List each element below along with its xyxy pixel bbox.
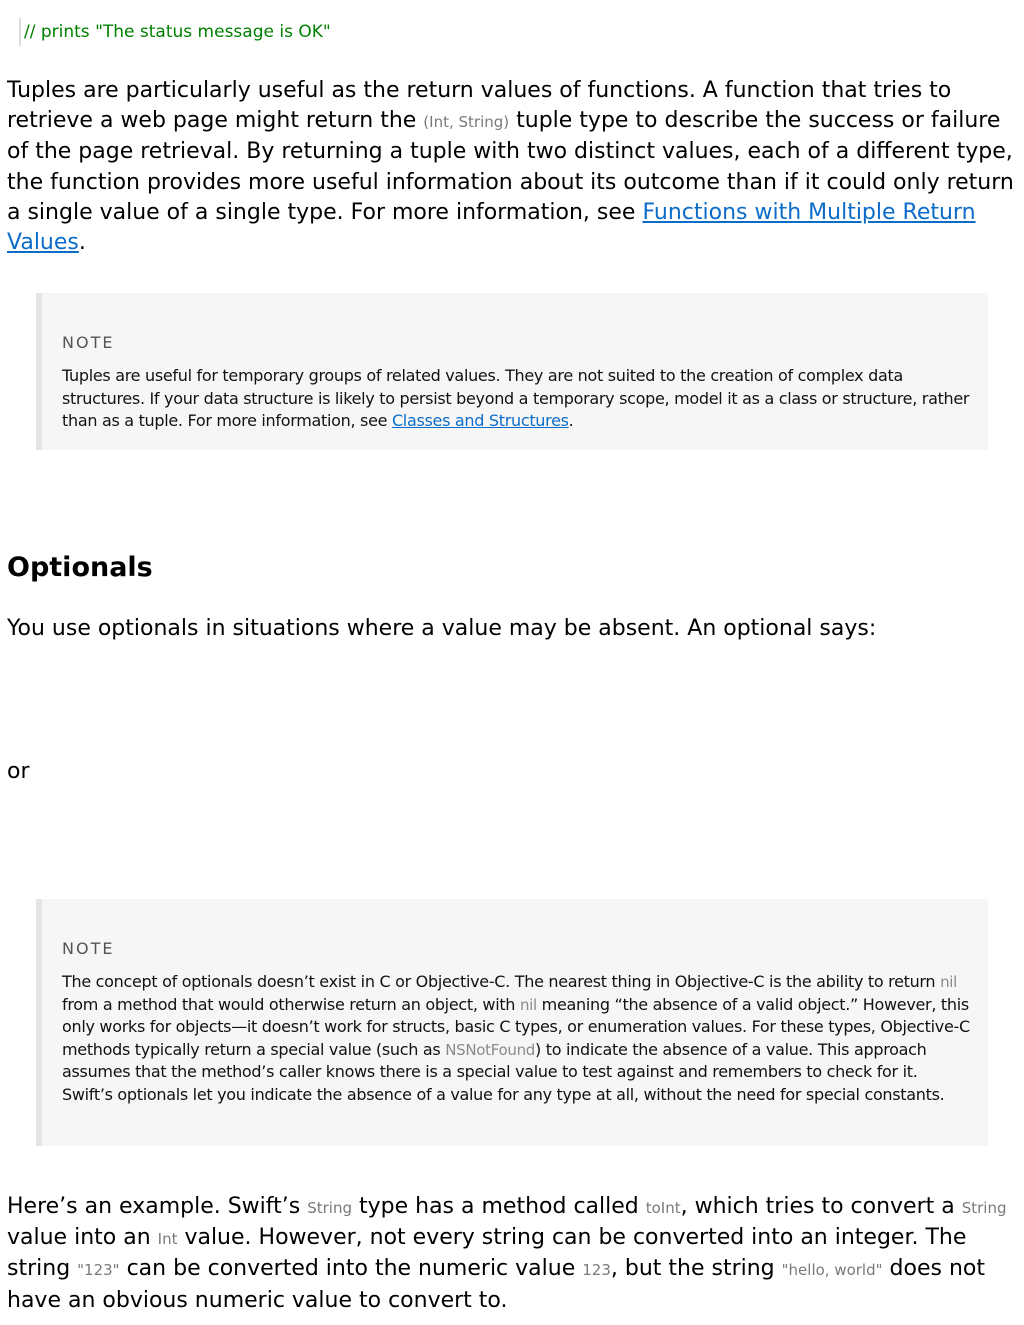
- example-text: type has a method called: [352, 1194, 646, 1219]
- inline-code-toint: toInt: [645, 1199, 681, 1217]
- note-text-2: .: [568, 411, 574, 431]
- inline-code-string: String: [961, 1199, 1007, 1217]
- example-text: does not have an obvious numeric value to convert to.: [7, 1256, 985, 1313]
- note-label: NOTE: [62, 333, 115, 352]
- inline-code-string-literal-123: "123": [77, 1261, 120, 1280]
- code-comment-text: // prints "The status message is OK": [24, 22, 331, 42]
- tuples-text-1: Tuples are particularly useful as the return values of functions. A function that tries to retrieve a web page might return the: [7, 78, 952, 134]
- note-box-optionals: [36, 899, 988, 1146]
- code-comment: [18, 18, 331, 48]
- example-paragraph: [7, 1192, 1015, 1316]
- tuples-paragraph: [7, 76, 1015, 258]
- inline-code-int-string: (Int, String): [423, 113, 510, 132]
- example-text: , but the string: [610, 1256, 782, 1282]
- inline-code-nil: nil: [940, 973, 958, 991]
- tuples-text-2: tuple type to describe the success or failure of the page retrieval. By returning a tuple with two distinct values, each of a different type, the function provides more useful information about its outcome than if it could only return a single value of a single type. For more information, see: [7, 108, 1014, 225]
- inline-code-number-123: 123: [582, 1261, 611, 1280]
- example-text: value. However, not every string can be converted into an integer. The string: [7, 1225, 967, 1282]
- note-text: [62, 971, 970, 1107]
- note-text-1: Tuples are useful for temporary groups of related values. They are not suited to the creation of complex data structures. If your data structure is likely to persist beyond a temporary scope, model it as a class or structure, rather than as a tuple. For more information, see: [62, 366, 970, 431]
- inline-code-nsnotfound: NSNotFound: [445, 1040, 536, 1059]
- inline-code-nil: nil: [519, 995, 537, 1014]
- example-text: can be converted into the numeric value: [119, 1256, 583, 1282]
- optionals-intro: You use optionals in situations where a value may be absent. An optional says:: [7, 616, 877, 641]
- note-text-4: ) to indicate the absence of a value. This approach assumes that the method’s caller knows there is a special value to test against and remembers to check for it. Swift’s optionals let you indicate the absence of a value for any type at all, without the need for special constants.: [62, 1039, 945, 1104]
- or-text: or: [7, 759, 30, 784]
- code-gutter-bar: [19, 18, 21, 46]
- note-label: NOTE: [62, 939, 115, 958]
- note-text: [62, 365, 970, 433]
- example-text: value into an: [7, 1225, 158, 1251]
- inline-code-string: String: [307, 1199, 352, 1217]
- functions-multiple-return-values-link[interactable]: Functions with Multiple Return Values: [7, 199, 976, 256]
- inline-code-int: Int: [157, 1230, 178, 1249]
- inline-code-hello-world: "hello, world": [781, 1261, 883, 1280]
- note-text-1: The concept of optionals doesn’t exist in C or Objective-C. The nearest thing in Objective-C is the ability to return: [62, 972, 941, 991]
- note-text-3: meaning “the absence of a valid object.” However, this only works for objects—it doesn’t work for structs, basic C types, or enumeration values. For these types, Objective-C methods typically return a special value (such as: [62, 994, 970, 1059]
- note-text-2: from a method that would otherwise return an object, with: [62, 994, 520, 1014]
- example-text: , which tries to convert a: [680, 1194, 962, 1219]
- note-box-tuples: [36, 293, 988, 450]
- classes-and-structures-link[interactable]: Classes and Structures: [391, 411, 569, 431]
- example-text: Here’s an example. Swift’s: [7, 1194, 308, 1219]
- tuples-text-3: .: [78, 230, 86, 256]
- section-title-optionals: Optionals: [7, 552, 153, 583]
